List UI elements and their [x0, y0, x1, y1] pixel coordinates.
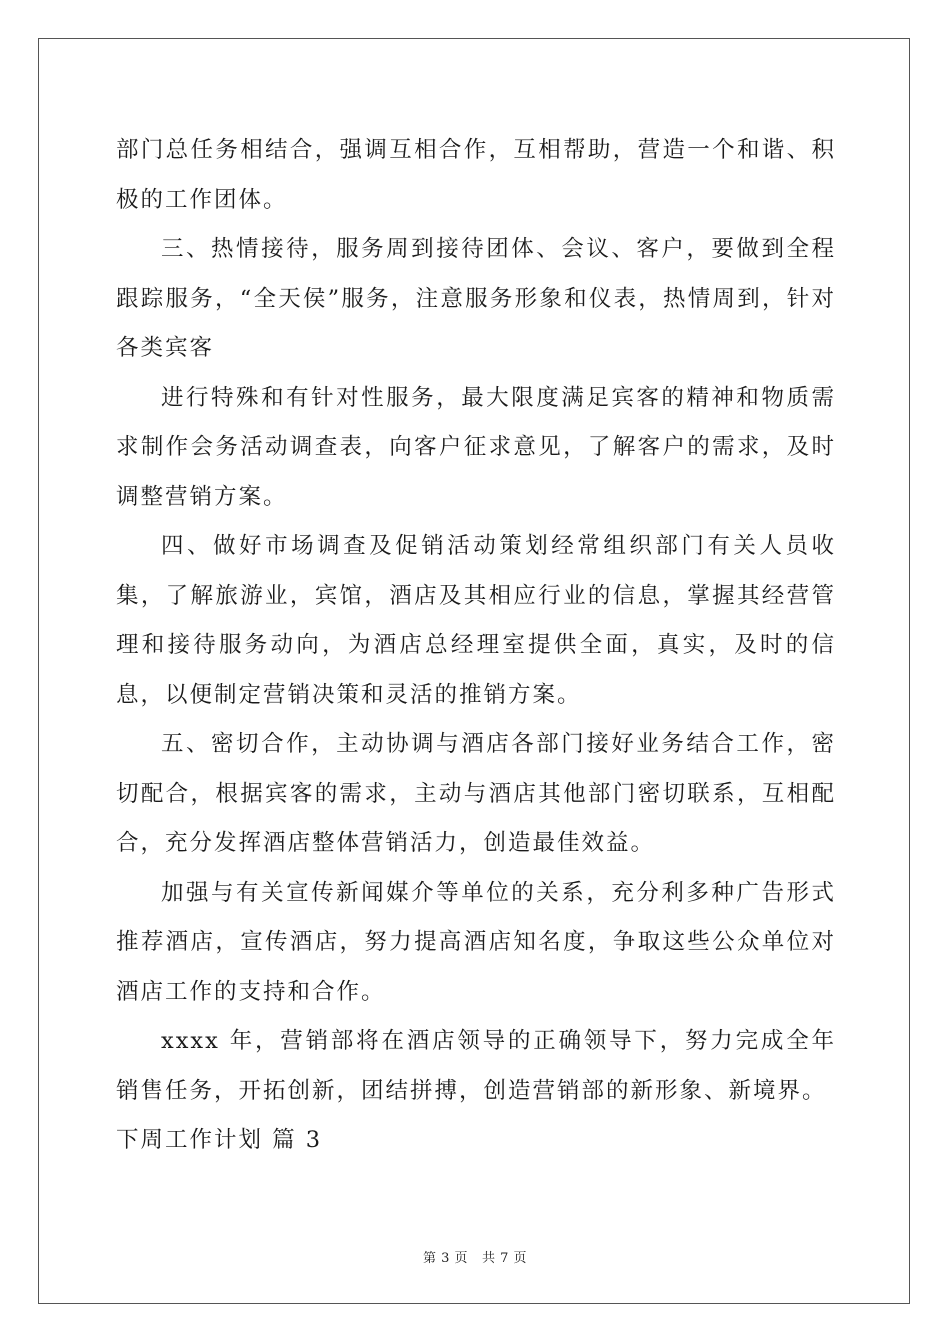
page-footer [0, 1247, 950, 1266]
paragraph-special-service: 进行特殊和有针对性服务，最大限度满足宾客的精神和物质需求制作会务活动调查表，向客户征求意见，了解客户的需求，及时调整营销方案。 [116, 384, 836, 510]
paragraph-continuation: 部门总任务相结合，强调互相合作，互相帮助，营造一个和谐、积极的工作团体。 [116, 137, 836, 213]
paragraph-market-research: 四、做好市场调查及促销活动策划经常组织部门有关人员收集，了解旅游业，宾馆，酒店及其相应行业的信息，掌握其经营管理和接待服务动向，为酒店总经理室提供全面，真实，及时的信息，以便制定营销决策和灵活的推销方案。 [116, 533, 836, 708]
page-number: 第 3 页 [422, 1251, 468, 1266]
document-body [116, 126, 836, 1166]
paragraph-cooperation: 五、密切合作，主动协调与酒店各部门接好业务结合工作，密切配合，根据宾客的需求，主动与酒店其他部门密切联系，互相配合，充分发挥酒店整体营销活力，创造最佳效益。 [116, 731, 836, 856]
paragraph-reception: 三、热情接待，服务周到接待团体、会议、客户，要做到全程跟踪服务，“全天侯”服务，注意服务形象和仪表，热情周到，针对各类宾客 [116, 236, 836, 361]
section-heading: 下周工作计划 篇 3 [116, 1127, 323, 1153]
page-total: 共 7 页 [482, 1251, 528, 1266]
paragraph-annual-goal: xxxx 年，营销部将在酒店领导的正确领导下，努力完成全年销售任务，开拓创新，团结拼搏，创造营销部的新形象、新境界。 [116, 1028, 836, 1104]
paragraph-media-relations: 加强与有关宣传新闻媒介等单位的关系，充分利多种广告形式推荐酒店，宣传酒店，努力提高酒店知名度，争取这些公众单位对酒店工作的支持和合作。 [116, 879, 836, 1005]
